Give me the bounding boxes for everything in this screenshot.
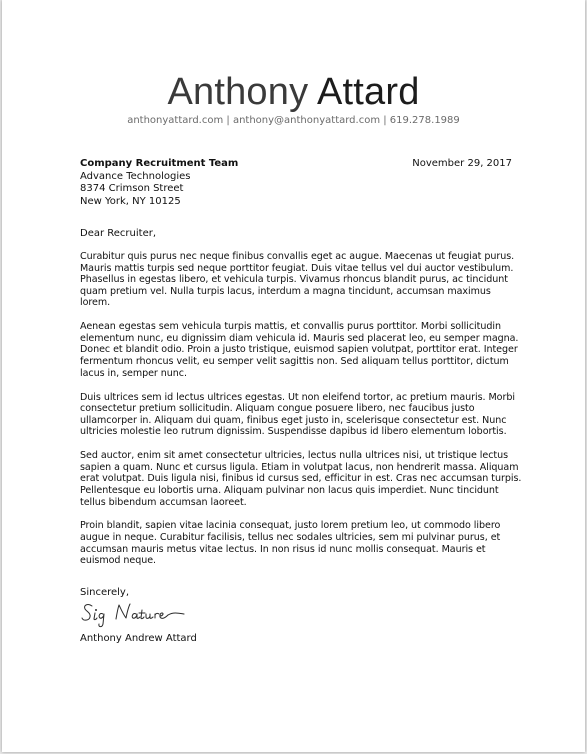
body-paragraph: Curabitur quis purus nec neque finibus convallis eget ac augue. Maecenas ut feugiat purus. Mauris mattis turpis sed neque porttitor feugiat. Duis vitae tellus vel dui auctor vestibulum. Phasellus in egestas libero, et vehicula turpis. Vivamus rhoncus blandit purus, ac tincidunt quam pretium vel. Nulla turpis lacus, interdum a magna tincidunt, accumsan maximus lorem. [80,251,515,309]
signer-name: Anthony Andrew Attard [80,633,197,644]
recipient-city: New York, NY 10125 [80,195,181,207]
closing: Sincerely, [80,587,130,598]
body-paragraph: Sed auctor, enim sit amet consectetur ultricies, lectus nulla ultrices nisi, ut tristique lectus sapien a quam. Nunc et cursus ligula. Etiam in volutpat lacus, non hendrerit massa. Aliquam erat volutpat. Duis ligula nisi, finibus id cursus sed, efficitur in est. Cras nec accumsan turpis. Pellentesque eu lobortis urna. Aliquam pulvinar non lacus quis imperdiet. Nunc tincidunt tellus bibendum accumsan laoreet. [80,450,522,508]
recipient-company: Advance Technologies [80,170,191,182]
signature-icon [80,598,190,630]
letter-page [2,0,585,752]
handwritten-signature [80,598,190,630]
sender-first-name: Anthony [167,71,309,113]
recipient-name: Company Recruitment Team [80,158,239,169]
salutation: Dear Recruiter, [80,228,157,239]
body-paragraph: Duis ultrices sem id lectus ultrices egestas. Ut non eleifend tortor, ac pretium mauris. Morbi consectetur pretium sollicitudin. Aliquam congue posuere libero, nec faucibus justo ullamcorper in. Aliquam dui quam, finibus eget justo in, scelerisque consectetur est. Nunc ultricies molestie leo rutrum dignissim. Suspendisse dapibus id libero elementum lobortis. [80,391,515,438]
recipient-address-block [80,158,238,208]
sender-contact-line: anthonyattard.com | anthony@anthonyattard.com | 619.278.1989 [127,115,460,126]
recipient-street: 8374 Crimson Street [80,183,184,194]
letter-body [80,251,522,579]
body-paragraph: Aenean egestas sem vehicula turpis mattis, et convallis purus porttitor. Morbi sollicitudin elementum nunc, eu dignissim diam vehicula id. Mauris sed placerat leo, eu semper magna. Donec et blandit odio. Proin a justo tristique, euismod sapien volutpat, porttitor erat. Integer fermentum rhoncus velit, eu semper velit sagittis non. Sed aliquam tellus porttitor, dictum lacus in, semper nunc. [80,321,519,379]
letter-date: November 29, 2017 [412,158,512,169]
body-paragraph: Proin blandit, sapien vitae lacinia consequat, justo lorem pretium leo, ut commodo libero augue in neque. Curabitur facilisis, tellus nec sodales ultricies, sem mi pulvinar purus, et accumsan mauris metus vitae lectus. In non risus id nunc mollis consequat. Mauris et euismod neque. [80,520,501,567]
sender-name [2,70,585,114]
sender-last-name: Attard [316,71,420,113]
